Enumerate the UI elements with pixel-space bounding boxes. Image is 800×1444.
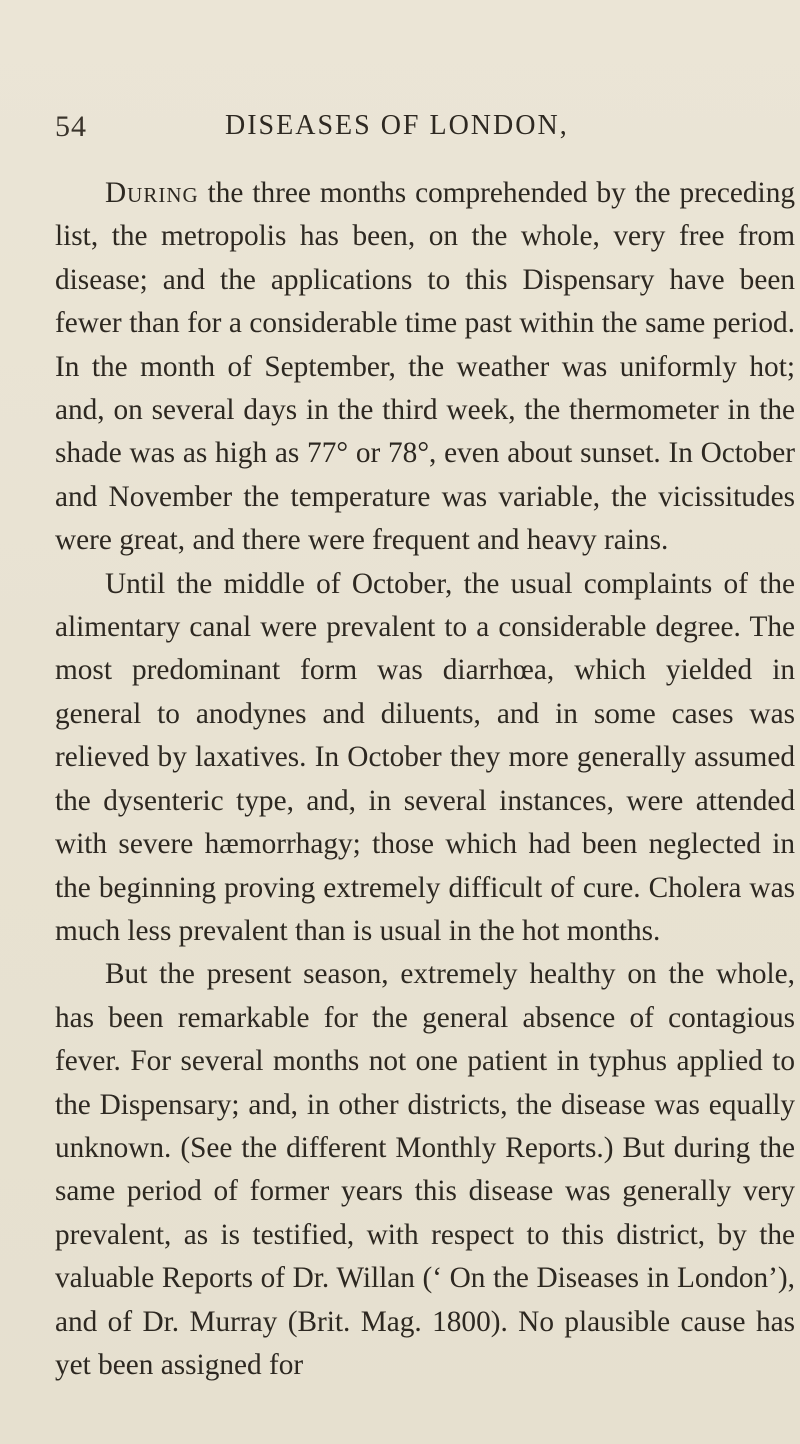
running-title: DISEASES OF LONDON, <box>225 110 569 141</box>
body-text <box>55 172 795 1387</box>
paragraph-1-lead: During <box>105 177 199 209</box>
paragraph-3: But the present season, extremely healthy on the whole, has been remarkable for the general absence of contagious fever. For several months not one patient in typhus applied to the Dispensary; and, in other districts, the disease was equally unknown. (See the different Monthly Reports.) But during the same period of former years this disease was generally very prevalent, as is testified, with respect to this district, by the valuable Reports of Dr. Willan (‘ On the Diseases in London’), and of Dr. Murray (Brit. Mag. 1800). No plausible cause has yet been assigned for <box>55 958 795 1381</box>
page-header <box>55 110 755 150</box>
paragraph-2: Until the middle of October, the usual complaints of the alimentary canal were prevalent to a considerable degree. The most predominant form was diarrhœa, which yielded in general to anodynes and diluents, and in some cases was relieved by laxatives. In October they more generally assumed the dysenteric type, and, in several instances, were attended with severe hæmorrhagy; those which had been neglected in the beginning proving extremely difficult of cure. Cholera was much less prevalent than is usual in the hot months. <box>55 567 795 947</box>
paragraph-1-text: the three months comprehended by the preceding list, the metropolis has been, on the whole, very free from disease; and the applications to this Dispensary have been fewer than for a considerable time past within the same period. In the month of September, the weather was uniformly hot; and, on several days in the third week, the thermometer in the shade was as high as 77° or 78°, even about sunset. In October and November the temperature was variable, the vicissitudes were great, and there were frequent and heavy rains. <box>55 177 795 557</box>
paragraph-1 <box>55 172 795 563</box>
page-number: 54 <box>55 110 87 143</box>
